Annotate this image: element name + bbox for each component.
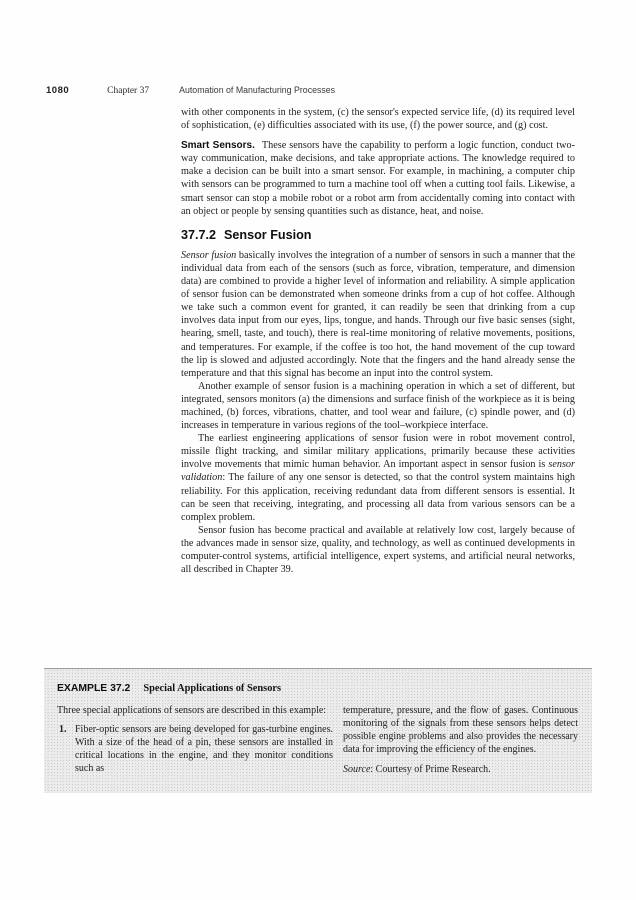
source-label: Source xyxy=(343,764,371,775)
smart-sensors-paragraph xyxy=(181,139,575,218)
list-item-number: 1. xyxy=(59,724,67,735)
example-right-column xyxy=(343,704,578,776)
smart-sensors-runin-heading: Smart Sensors. xyxy=(181,140,255,152)
chapter-title: Automation of Manufacturing Processes xyxy=(179,85,336,95)
example-right-text: temperature, pressure, and the flow of gases. Continuous monitoring of the signals from these sensors helps detect possible engine problems and also provides the necessary data for improving the efficiency of the engines. xyxy=(343,705,578,755)
example-heading xyxy=(57,678,578,696)
example-list-item xyxy=(57,723,333,775)
page-number: 1080 xyxy=(46,85,70,96)
example-box xyxy=(44,668,592,793)
example-columns xyxy=(57,704,578,776)
example-left-column xyxy=(57,704,333,776)
smart-sensors-text: These sensors have the capability to perform a logic function, conduct two-way communication, make decisions, and take appropriate actions. The knowledge required to make a decision can be built into a smart sensor. For example, in machining, a computer chip with sensors can be programmed to turn a machine tool off when a cutting tool fails. Likewise, a smart sensor can stop a mobile robot or a robot arm from accidentally coming into contact with an object or people by sensing quantities such as distance, heat, and noise. xyxy=(181,140,575,217)
source-text: : Courtesy of Prime Research. xyxy=(370,764,491,775)
example-label: EXAMPLE 37.2 xyxy=(57,683,131,694)
sensor-fusion-paragraph-4: Sensor fusion has become practical and available at relatively low cost, largely because of the advances made in sensor size, quality, and technology, as well as continued developments in computer-control systems, artificial intelligence, expert systems, and artificial neural networks, all described in Chapter 39. xyxy=(181,524,575,576)
sensor-fusion-paragraph-1: Sensor fusion basically involves the integration of a number of sensors in such a manner that the individual data from each of the sensors (such as force, vibration, temperature, and dimension data) are combined to provide a higher level of information and reliability. A simple application of sensor fusion can be demonstrated when someone drinks from a cup of hot coffee. Although we take such a common event for granted, it can readily be seen that drinking from a cup involves data input from our eyes, lips, tongue, and hands. Through our five basic senses (sight, hearing, smell, taste, and touch), there is real-time monitoring of relative movements, positions, and temperatures. For example, if the coffee is too hot, the hand movement of the cup toward the lip is slowed and adjusted accordingly. Note that the fingers and the hand already sense the temperature and that this signal has become an input into the control system. xyxy=(181,249,576,379)
sensor-fusion-paragraph-3: The earliest engineering applications of sensor fusion were in robot movement control, missile flight tracking, and similar military applications, primarily because these activities involve movements that mimic human behavior. An important aspect in sensor fusion is sensor validation: The failure of any one sensor is detected, so that the control system maintains high reliability. For this application, receiving redundant data from different sensors is essential. It can be seen that receiving, integrating, and processing all data from various sensors can be a complex problem. xyxy=(181,433,575,523)
example-title: Special Applications of Sensors xyxy=(143,683,282,694)
continued-paragraph: with other components in the system, (c) the sensor's expected service life, (d) its required level of sophistication, (e) difficulties associated with its use, (f) the power source, and (g) cost. xyxy=(181,107,575,132)
sensor-fusion-paragraph-2: Another example of sensor fusion is a machining operation in which a set of different, but integrated, sensors monitors (a) the dimensions and surface finish of the workpiece as it is being machined, (b) forces, vibrations, chatter, and tool wear and failure, (c) spindle power, and (d) increases in temperature in various regions of the tool–workpiece interface. xyxy=(181,380,575,432)
example-intro: Three special applications of sensors are described in this example: xyxy=(57,705,327,716)
chapter-label: Chapter 37 xyxy=(107,86,150,96)
source-line xyxy=(343,763,578,776)
main-text-column xyxy=(181,106,575,576)
list-item-text: Fiber-optic sensors are being developed for gas-turbine engines. With a size of the head of a pin, these sensors are installed in critical locations in the engine, and they monitor conditions such as xyxy=(75,724,333,774)
section-number: 37.7.2 xyxy=(181,227,217,242)
section-heading xyxy=(181,229,575,242)
section-title: Sensor Fusion xyxy=(224,227,312,242)
running-head xyxy=(46,80,335,98)
